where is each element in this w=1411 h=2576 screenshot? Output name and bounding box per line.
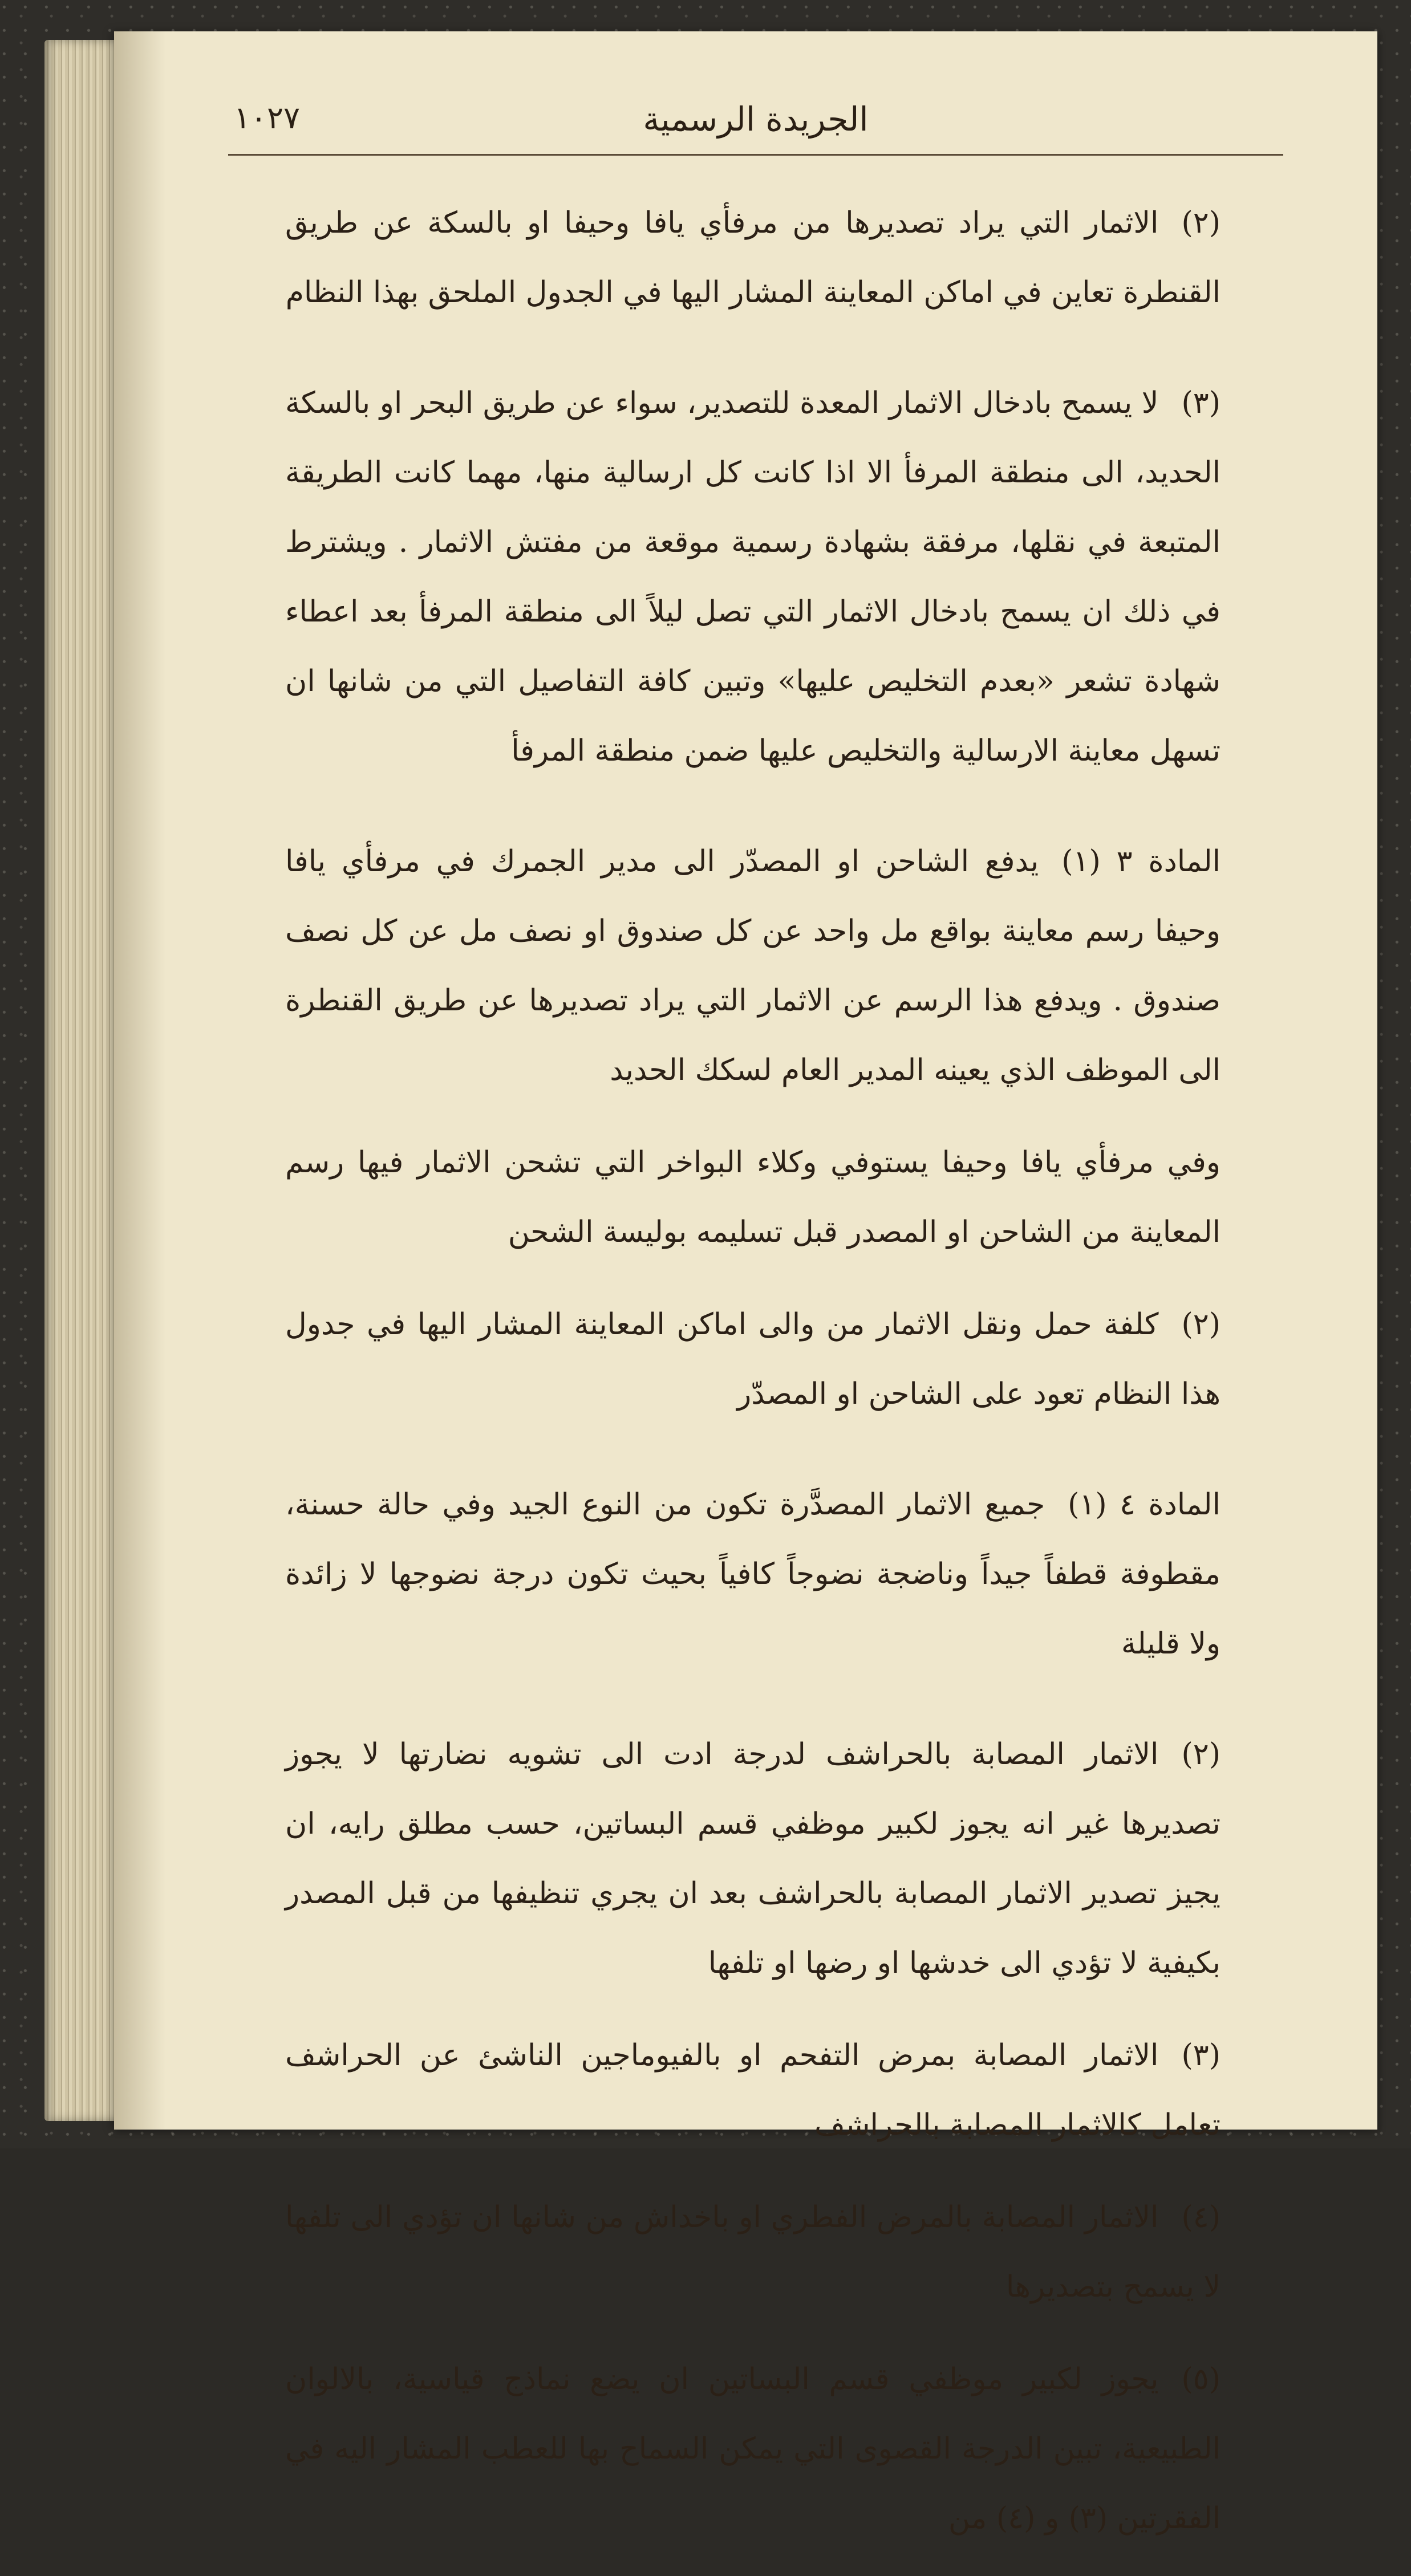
clause-number: (٣) [1181, 386, 1221, 420]
clause-number: المادة ٣ (١) [1061, 844, 1221, 879]
paragraph-text: يجوز لكبير موظفي قسم البساتين ان يضع نماذج قياسية، بالالوان الطبيعية، تبين الدرجة القصوى التي يمكن السماح بها للعطب المشار اليه في الفقرتين (٣) و (٤) من [285, 2362, 1221, 2536]
paragraph [285, 1290, 1221, 1429]
paragraph [285, 827, 1221, 1105]
paragraph-text: جميع الاثمار المصدَّرة تكون من النوع الجيد وفي حالة حسنة، مقطوفة قطفاً جيداً وناضجة نضوجاً كافياً بحيث تكون درجة نضوجها لا زائدة ولا قليلة [285, 1488, 1221, 1661]
paragraph [285, 1470, 1221, 1679]
page-number: ١٠٢٧ [234, 100, 301, 136]
page-title: الجريدة الرسمية [643, 100, 869, 139]
clause-number: (٣) [1181, 2038, 1221, 2073]
header-rule [228, 154, 1283, 156]
paragraph-text: وفي مرفأي يافا وحيفا يستوفي وكلاء البواخر التي تشحن الاثمار فيها رسم المعاينة من الشاحن او المصدر قبل تسليمه بوليسة الشحن [285, 1145, 1221, 1249]
paragraph-text: كلفة حمل ونقل الاثمار من والى اماكن المعاينة المشار اليها في جدول هذا النظام تعود على الشاحن او المصدّر [285, 1307, 1221, 1411]
paragraph [285, 1720, 1221, 1998]
paragraph-text: الاثمار التي يراد تصديرها من مرفأي يافا وحيفا او بالسكة عن طريق القنطرة تعاين في اماكن المعاينة المشار اليها في الجدول الملحق بهذا النظام [285, 206, 1221, 310]
paragraph-text: الاثمار المصابة بمرض التفحم او بالفيوماجين الناشئ عن الحراشف تعامل كالاثمار المصابة بالحراشف [285, 2038, 1221, 2142]
paragraph-text: يدفع الشاحن او المصدّر الى مدير الجمرك في مرفأي يافا وحيفا رسم معاينة بواقع مل واحد عن كل صندوق او نصف مل عن كل نصف صندوق . ويدفع هذا الرسم عن الاثمار التي يراد تصديرها عن طريق القنطرة الى الموظف الذي يعينه المدير العام لسكك الحديد [285, 844, 1221, 1087]
paragraph [285, 2021, 1221, 2160]
paragraph [285, 1128, 1221, 1267]
clause-number: (٢) [1181, 1307, 1221, 1342]
clause-number: (٢) [1181, 1737, 1221, 1771]
paragraph-text: الاثمار المصابة بالمرض الفطري او باخداش من شانها ان تؤدي الى تلفها لا يسمح بتصديرها [285, 2200, 1221, 2304]
page-header [228, 97, 1283, 145]
paragraph [285, 188, 1221, 327]
paragraph [285, 2183, 1221, 2322]
paragraph-text: لا يسمح بادخال الاثمار المعدة للتصدير، سواء عن طريق البحر او بالسكة الحديد، الى منطقة المرفأ الا اذا كانت كل ارسالية منها، مهما كانت الطريقة المتبعة في نقلها، مرفقة بشهادة رسمية موقعة من مفتش الاثمار . ويشترط في ذلك ان يسمح بادخال الاثمار التي تصل ليلاً الى منطقة المرفأ بعد اعطاء شهادة تشعر «بعدم التخليص عليها» وتبين كافة التفاصيل التي من شانها ان تسهل معاينة الارسالية والتخليص عليها ضمن منطقة المرفأ [285, 386, 1221, 768]
clause-number: (٢) [1181, 206, 1221, 240]
paragraph-text: الاثمار المصابة بالحراشف لدرجة ادت الى تشويه نضارتها لا يجوز تصديرها غير انه يجوز لكبير موظفي قسم البساتين، حسب مطلق رايه، ان يجيز تصدير الاثمار المصابة بالحراشف بعد ان يجري تنظيفها من قبل المصدر بكيفية لا تؤدي الى خدشها او رضها او تلفها [285, 1737, 1221, 1980]
clause-number: المادة ٤ (١) [1068, 1488, 1221, 1522]
clause-number: (٤) [1181, 2200, 1221, 2234]
paragraph [285, 2345, 1221, 2553]
body-text [285, 188, 1221, 2576]
gutter-shadow [114, 31, 165, 2130]
paragraph [285, 368, 1221, 786]
clause-number: (٥) [1181, 2362, 1221, 2396]
